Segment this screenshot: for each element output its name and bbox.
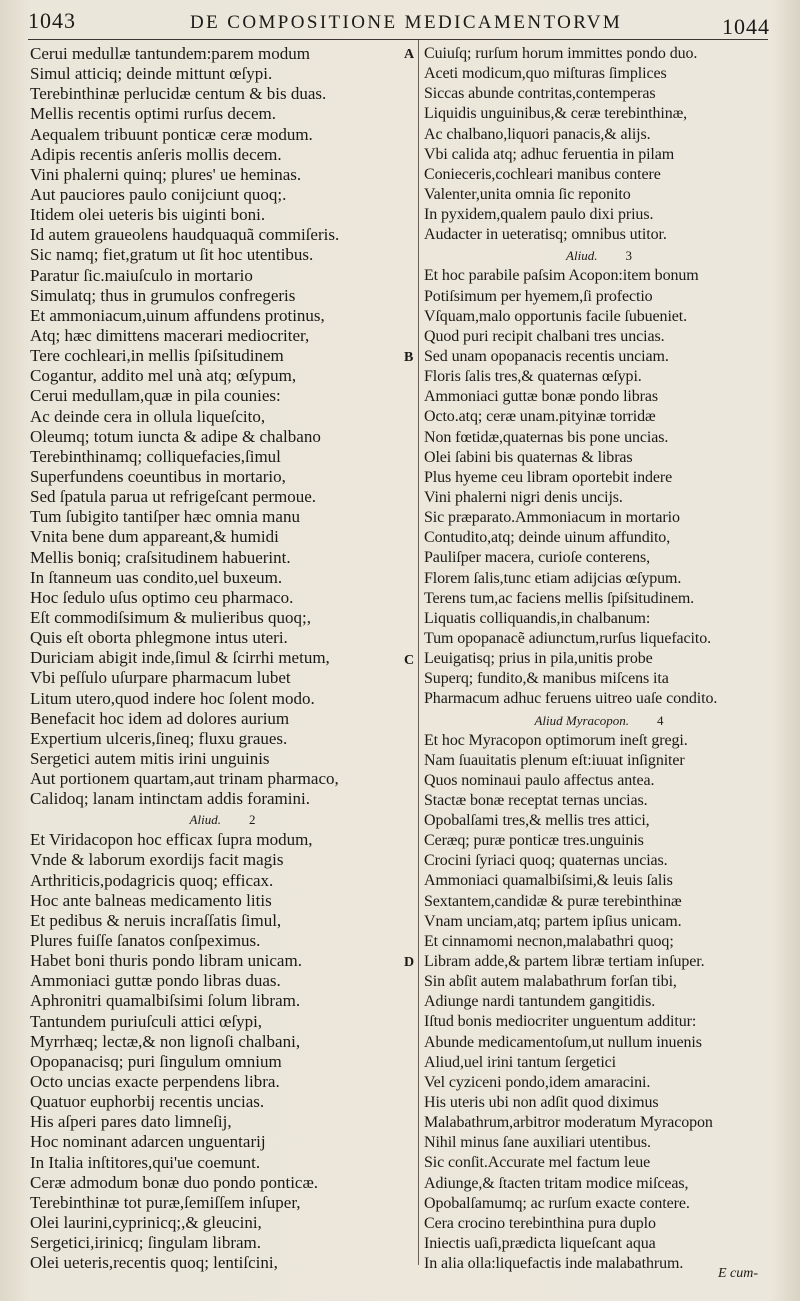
verse-line: Opopanacisq; puri ſingulum omnium — [30, 1051, 282, 1071]
verse-line: Simulatq; thus in grumulos confregeris — [30, 285, 296, 305]
verse-line: Cerui medullæ tantundem:parem modum — [30, 44, 310, 63]
verse-line: Libram adde,& partem libræ tertiam inſuper. — [424, 953, 705, 971]
verse-line: Crocini ſyriaci quoq; quaternas uncias. — [424, 852, 668, 870]
verse-line: Id autem graueolens haudquaquã commiſeris. — [30, 225, 340, 245]
verse-line: Siccas abunde contritas,contemperas — [424, 85, 656, 103]
verse-line: Sed ſpatula parua ut refrigeſcant permoue. — [30, 487, 317, 507]
verse-line: Quos nominaui paulo affectus antea. — [424, 771, 655, 789]
section-heading-label: Aliud. — [189, 812, 221, 828]
left-column — [30, 44, 415, 1273]
verse-line: Adipis recentis anſeris mollis decem. — [30, 144, 282, 164]
verse-line: Cuiuſq; rurſum horum immittes pondo duo. — [424, 45, 698, 62]
verse-line: Benefacit hoc idem ad dolores aurium — [30, 708, 290, 728]
verse-line: Sergetici,irinicq; ſingulam libram. — [30, 1233, 262, 1253]
section-heading-label: Aliud. — [566, 248, 598, 264]
verse-line: Octo.atq; ceræ unam.pityinæ torridæ — [424, 408, 656, 426]
verse-line: Iniectis uaſi,prædicta liqueſcant aqua — [424, 1235, 656, 1253]
verse-line: Terens tum,ac faciens mellis ſpiſsitudinem. — [424, 589, 695, 607]
verse-line: Vbi calida atq; adhuc feruentia in pilam — [424, 145, 675, 163]
verse-line: Calidoq; lanam intinctam addis foramini. — [30, 789, 310, 809]
verse-line: Et Viridacopon hoc efficax ſupra modum, — [30, 830, 313, 850]
verse-line: Leuigatisq; prius in pila,unitis probe — [424, 650, 653, 668]
verse-line: Aut pauciores paulo conijciunt quoq;. — [30, 184, 287, 204]
verse-line: Ammoniaci quamalbiſsimi,& leuis ſalis — [424, 872, 673, 890]
verse-line: Contudito,atq; deinde uinum affundito, — [424, 529, 671, 547]
verse-line: Sic conſit.Accurate mel factum leue — [424, 1154, 651, 1172]
verse-line: Stactæ bonæ receptat ternas uncias. — [424, 791, 648, 809]
verse-line: Audacter in ueteratisq; omnibus utitor. — [424, 226, 667, 244]
verse-line: Opobalſami tres,& mellis tres attici, — [424, 812, 650, 830]
verse-line: Ceræ admodum bonæ duo pondo ponticæ. — [30, 1172, 319, 1192]
verse-line: Nam ſuauitatis plenum eſt:iuuat inſigniter — [424, 751, 685, 769]
verse-line: Aphronitri quamalbiſsimi ſolum libram. — [30, 991, 301, 1011]
verse-line: Et pedibus & neruis incraſſatis ſimul, — [30, 910, 282, 930]
verse-line: Aut portionem quartam,aut trinam pharmaco, — [30, 769, 339, 789]
verse-line: In pyxidem,qualem paulo dixi prius. — [424, 206, 654, 224]
verse-line: Olei laurini,cyprinicq;,& gleucini, — [30, 1213, 262, 1233]
verse-line: Nihil minus ſane auxiliari utentibus. — [424, 1134, 651, 1152]
verse-line: Vini phalerni quinq; plures' ue heminas. — [30, 164, 302, 184]
verse-line: Quod puri recipit chalbani tres uncias. — [424, 327, 665, 345]
section-number: 2 — [248, 812, 256, 828]
verse-line: Sed unam opopanacis recentis unciam. — [424, 347, 669, 365]
verse-line: Aequalem tribuunt ponticæ ceræ modum. — [30, 124, 313, 144]
verse-line: Litum utero,quod indere hoc ſolent modo. — [30, 688, 315, 708]
verse-line: Ac deinde cera in ollula liqueſcito, — [30, 406, 266, 426]
verse-line: Terebinthinæ tot puræ,ſemiſſem inſuper, — [30, 1192, 301, 1212]
verse-line: Abunde medicamentoſum,ut nullum inuenis — [424, 1033, 702, 1051]
verse-line: Liquidis unguinibus,& ceræ terebinthinæ, — [424, 105, 688, 123]
verse-line: Hoc nominant adarcen unguentarij — [30, 1132, 266, 1152]
running-title: DE COMPOSITIONE MEDICAMENTORVM — [190, 12, 623, 33]
verse-line: Simul atticiq; deinde mittunt œſypi. — [30, 64, 273, 84]
verse-line: Mellis recentis optimi rurſus decem. — [30, 104, 276, 124]
page-number-right: 1044 — [722, 14, 770, 39]
margin-marker: A — [404, 47, 415, 62]
verse-line: Expertium ulceris,ſineq; fluxu graues. — [30, 728, 288, 748]
verse-line: Non fœtidæ,quaternas bis pone uncias. — [424, 428, 669, 446]
verse-line: Superfundens coeuntibus in mortario, — [30, 466, 286, 486]
verse-line: Ammoniaci guttæ bonæ pondo libras — [424, 388, 659, 406]
verse-line: Terebinthinamq; colliquefacies,ſimul — [30, 446, 281, 466]
verse-line: Eſt commodiſsimum & mulieribus quoq;, — [30, 607, 311, 627]
verse-line: His aſperi pares dato limneſij, — [30, 1112, 232, 1132]
catchword: E cum- — [718, 1266, 759, 1281]
verse-line: Et ammoniacum,uinum affundens protinus, — [30, 305, 325, 325]
verse-line: Vel cyziceni pondo,idem amaracini. — [424, 1073, 651, 1091]
column-divider — [418, 40, 419, 1265]
verse-line: Tantundem puriuſculi attici œſypi, — [30, 1011, 263, 1031]
margin-marker: B — [404, 350, 414, 366]
verse-line: In Italia inſtitores,qui'ue coemunt. — [30, 1152, 261, 1172]
verse-line: Floris ſalis tres,& quaternas œſypi. — [424, 368, 642, 386]
verse-line: Malabathrum,arbitror moderatum Myracopon — [424, 1114, 713, 1132]
verse-line: Quis eſt oborta phlegmone intus uteri. — [30, 628, 288, 648]
section-heading-label: Aliud Myracopon. — [534, 712, 630, 728]
verse-line: In alia olla:liquefactis inde malabathrum. — [424, 1255, 684, 1273]
verse-line: Et hoc parabile paſsim Acopon:item bonum — [424, 267, 699, 285]
verse-line: Paratur ſic.maiuſculo in mortario — [30, 265, 253, 285]
verse-line: Arthriticis,podagricis quoq; efficax. — [30, 870, 274, 890]
section-heading — [424, 710, 774, 731]
verse-line: Sextantem,candidæ & puræ terebinthinæ — [424, 892, 682, 910]
verse-line: Vſquam,malo opportunis facile ſubueniet. — [424, 307, 688, 325]
verse-line: Duriciam abigit inde,ſimul & ſcirrhi metum, — [30, 648, 330, 668]
verse-line: Et cinnamomi necnon,malabathri quoq; — [424, 932, 674, 950]
verse-line: Cera crocino terebinthina pura duplo — [424, 1214, 656, 1232]
verse-line: Vini phalerni nigri denis uncijs. — [424, 488, 623, 506]
section-heading — [30, 809, 415, 830]
verse-line: Opobalſamumq; ac rurſum exacte contere. — [424, 1194, 690, 1212]
margin-marker: C — [404, 652, 415, 668]
verse-line: Vbi peſſulo uſurpare pharmacum lubet — [30, 668, 291, 688]
verse-line: Quatuor euphorbij recentis uncias. — [30, 1092, 265, 1112]
verse-line: Tum opopanacẽ adiunctum,rurſus liquefacito. — [424, 629, 712, 647]
verse-line: Florem ſalis,tunc etiam adijcias œſypum. — [424, 569, 682, 587]
verse-line: Cogantur, addito mel unà atq; œſypum, — [30, 366, 297, 386]
section-number: 4 — [657, 712, 664, 728]
verse-line: Aceti modicum,quo miſturas ſimplices — [424, 65, 667, 83]
verse-line: Terebinthinæ perlucidæ centum & bis duas. — [30, 84, 327, 104]
verse-line: Pauliſper macera, curioſe conterens, — [424, 549, 651, 567]
verse-line: Iſtud bonis mediocriter unguentum additur: — [424, 1013, 697, 1031]
verse-line: Aliud,uel irini tantum ſergetici — [424, 1053, 617, 1071]
verse-line: Plus hyeme ceu libram oportebit indere — [424, 468, 673, 486]
verse-line: Adiunge,& ſtacten tritam modice miſceas, — [424, 1174, 689, 1192]
verse-line: Potiſsimum per hyemem,ſi profectio — [424, 287, 653, 305]
verse-line: Olei ueteris,recentis quoq; lentiſcini, — [30, 1253, 278, 1273]
right-column — [424, 44, 774, 1274]
verse-line: Ammoniaci guttæ pondo libras duas. — [30, 971, 281, 991]
margin-marker: D — [404, 954, 415, 970]
verse-line: In ſtanneum uas condito,uel buxeum. — [30, 567, 283, 587]
verse-line: Valenter,unita omnia ſic reponito — [424, 185, 631, 203]
verse-line: Hoc ante balneas medicamento litis — [30, 890, 272, 910]
verse-line: Conieceris,cochleari manibus contere — [424, 165, 661, 183]
verse-line: Sergetici autem mitis irini unguinis — [30, 748, 270, 768]
page-number-left: 1043 — [28, 8, 76, 33]
page-header — [0, 4, 800, 40]
verse-line: Vnita bene dum appareant,& humidi — [30, 527, 279, 547]
verse-line: Adiunge nardi tantundem gangitidis. — [424, 993, 656, 1011]
verse-line: Plures fuiſſe ſanatos conſpeximus. — [30, 931, 261, 951]
verse-line: Habet boni thuris pondo libram unicam. — [30, 951, 302, 971]
verse-line: Mellis boniq; craſsitudinem habuerint. — [30, 547, 291, 567]
verse-line: Vnam unciam,atq; partem ipſius unicam. — [424, 912, 682, 930]
verse-line: Sin abſit autem malabathrum forſan tibi, — [424, 973, 677, 991]
verse-line: Oleumq; totum iuncta & adipe & chalbano — [30, 426, 321, 446]
section-number: 3 — [625, 248, 632, 264]
verse-line: His uteris ubi non adſit quod diximus — [424, 1094, 659, 1112]
verse-line: Myrrhæq; lectæ,& non lignoſi chalbani, — [30, 1031, 301, 1051]
verse-line: Olei ſabini bis quaternas & libras — [424, 448, 633, 466]
verse-line: Tum ſubigito tantiſper hæc omnia manu — [30, 507, 300, 527]
verse-line: Ceræq; puræ ponticæ tres.unguinis — [424, 832, 644, 850]
verse-line: Liquatis colliquandis,in chalbanum: — [424, 609, 651, 627]
verse-line: Vnde & laborum exordijs facit magis — [30, 850, 284, 870]
verse-line: Tere cochleari,in mellis ſpiſsitudinem — [30, 346, 284, 366]
header-rule — [28, 39, 768, 40]
verse-line: Superq; fundito,& manibus miſcens ita — [424, 670, 669, 688]
section-heading — [424, 245, 774, 266]
verse-line: Ac chalbano,liquori panacis,& alijs. — [424, 125, 651, 143]
verse-line: Octo uncias exacte perpendens libra. — [30, 1072, 280, 1092]
verse-line: Pharmacum adhuc feruens uitreo uaſe condito. — [424, 690, 718, 708]
verse-line: Atq; hæc dimittens macerari mediocriter, — [30, 325, 310, 345]
verse-line: Cerui medullam,quæ in pila counies: — [30, 386, 281, 406]
verse-line: Itidem olei ueteris bis uiginti boni. — [30, 205, 266, 225]
verse-line: Et hoc Myracopon optimorum ineſt gregi. — [424, 731, 688, 749]
verse-line: Hoc ſedulo uſus optimo ceu pharmaco. — [30, 587, 294, 607]
verse-line: Sic præparato.Ammoniacum in mortario — [424, 509, 680, 527]
verse-line: Sic namq; fiet,gratum ut ſit hoc utentibus. — [30, 245, 314, 265]
